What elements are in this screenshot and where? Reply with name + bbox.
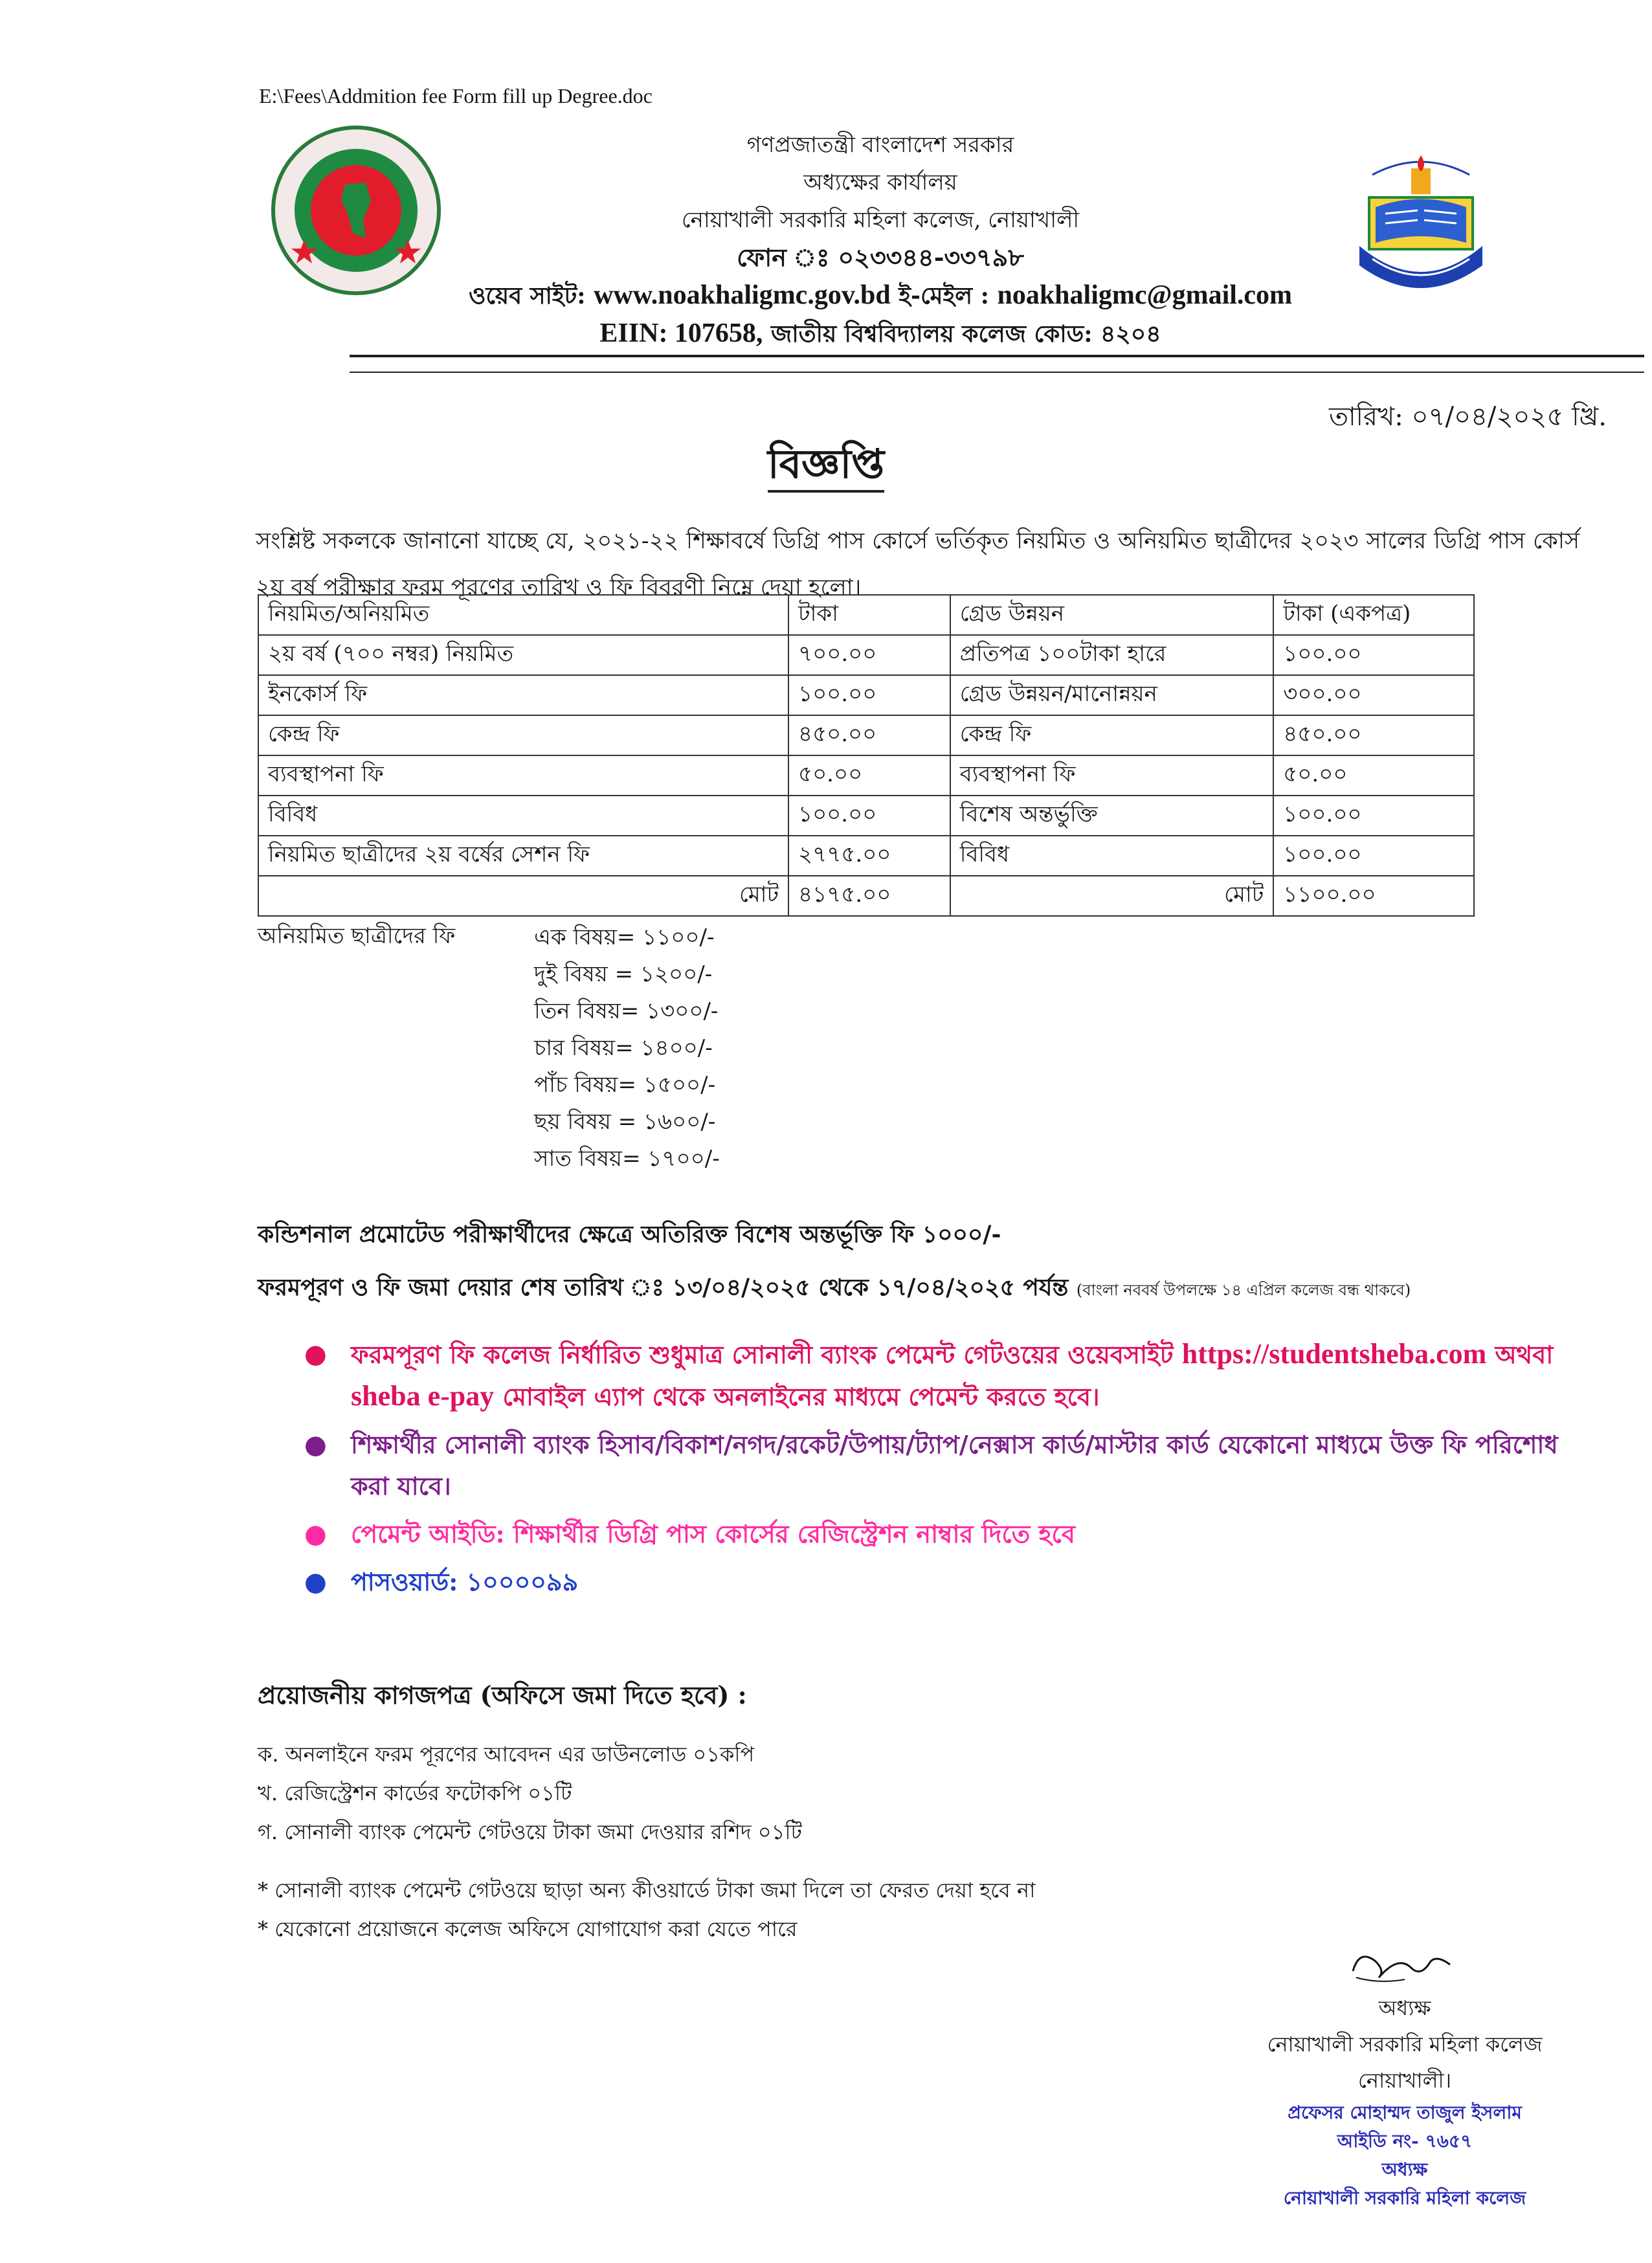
table-cell: ১০০.০০ [1273, 836, 1474, 876]
table-cell: ৪৫০.০০ [788, 715, 950, 755]
table-cell: ব্যবস্থাপনা ফি [258, 755, 788, 796]
stamp-title: অধ্যক্ষ [1381, 2159, 1428, 2180]
payment-app-name: sheba e-pay [351, 1380, 495, 1412]
deadline-text: ফরমপূরণ ও ফি জমা দেয়ার শেষ তারিখ ঃ ১৩/০৪/২০২৫ থেকে ১৭/০৪/২০২৫ পর্যন্ত [258, 1274, 1069, 1301]
signature-block [1217, 1942, 1592, 2213]
deadline-line [258, 1270, 1411, 1309]
list-item: পাঁচ বিষয়= ১৫০০/- [534, 1072, 716, 1098]
table-cell: বিবিধ [950, 836, 1273, 876]
header-divider [350, 355, 1644, 357]
stamp-id: আইডি নং- ৭৬৫৭ [1337, 2130, 1473, 2152]
total-regular: ৪১৭৫.০০ [788, 876, 950, 916]
total-grade-improvement: ১১০০.০০ [1273, 876, 1474, 916]
documents-heading: প্রয়োজনীয় কাগজপত্র (অফিসে জমা দিতে হবে) : [258, 1680, 747, 1710]
list-item: ● পেমেন্ট আইডি: শিক্ষার্থীর ডিগ্রি পাস কোর্সের রেজিস্ট্রেশন নাম্বার দিতে হবে [304, 1513, 1573, 1555]
conditional-fee-note: কন্ডিশনাল প্রমোটেড পরীক্ষার্থীদের ক্ষেত্রে অতিরিক্ত বিশেষ অন্তর্ভূক্তি ফি ১০০০/- [258, 1221, 1001, 1248]
header-divider-thin [350, 372, 1644, 373]
table-cell: ৫০.০০ [788, 755, 950, 796]
website-label: ওয়েব সাইট: [468, 282, 586, 309]
list-item: খ. রেজিস্ট্রেশন কার্ডের ফটোকপি ০১টি [258, 1781, 572, 1805]
email-label: ই-মেইল : [899, 282, 989, 309]
stamp-college: নোয়াখালী সরকারি মহিলা কলেজ [1283, 2187, 1526, 2209]
table-header-row [258, 595, 1474, 635]
list-item: দুই বিষয় = ১২০০/- [534, 961, 713, 987]
signatory-title: অধ্যক্ষ [1378, 1996, 1431, 2020]
total-label: মোট [950, 876, 1273, 916]
table-cell: ৫০.০০ [1273, 755, 1474, 796]
stamp-name: প্রফেসর মোহাম্মদ তাজুল ইসলাম [1288, 2102, 1522, 2123]
list-item: * যেকোনো প্রয়োজনে কলেজ অফিসে যোগাযোগ করা যেতে পারে [258, 1917, 798, 1941]
college-code: জাতীয় বিশ্ববিদ্যালয় কলেজ কোড: ৪২০৪ [770, 320, 1161, 348]
list-item: ● পাসওয়ার্ড: ১০০০০৯৯ [304, 1561, 1573, 1603]
notice-date: তারিখ: ০৭/০৪/২০২৫ খ্রি. [1328, 402, 1607, 432]
table-header: গ্রেড উন্নয়ন [950, 595, 1273, 635]
total-label: মোট [258, 876, 788, 916]
fee-table [258, 594, 1475, 917]
list-item: * সোনালী ব্যাংক পেমেন্ট গেটওয়ে ছাড়া অন্য কীওয়ার্ডে টাকা জমা দিলে তা ফেরত দেয়া হবে না [258, 1878, 1036, 1902]
table-row [258, 836, 1474, 876]
signatory-college: নোয়াখালী সরকারি মহিলা কলেজ [1267, 2032, 1543, 2057]
table-cell: ২য় বর্ষ (৭০০ নম্বর) নিয়মিত [258, 635, 788, 675]
table-cell: ১০০.০০ [1273, 796, 1474, 836]
list-item: ● শিক্ষার্থীর সোনালী ব্যাংক হিসাব/বিকাশ/নগদ/রকেট/উপায়/ট্যাপ/নেক্সাস কার্ড/মাস্টার কার্ড যেকোনো মাধ্যমে উক্ত ফি পরিশোধ করা যাবে। [304, 1424, 1573, 1507]
table-cell: ব্যবস্থাপনা ফি [950, 755, 1273, 796]
holiday-note: (বাংলা নববর্ষ উপলক্ষে ১৪ এপ্রিল কলেজ বন্ধ থাকবে) [1076, 1281, 1411, 1299]
table-cell: নিয়মিত ছাত্রীদের ২য় বর্ষের সেশন ফি [258, 836, 788, 876]
table-cell: বিবিধ [258, 796, 788, 836]
payment-instructions [304, 1333, 1573, 1609]
list-item: ক. অনলাইনে ফরম পূরণের আবেদন এর ডাউনলোড ০১কপি [258, 1742, 755, 1767]
list-item: গ. সোনালী ব্যাংক পেমেন্ট গেটওয়ে টাকা জমা দেওয়ার রশিদ ০১টি [258, 1820, 802, 1844]
government-name: গণপ্রজাতন্ত্রী বাংলাদেশ সরকার [746, 132, 1014, 158]
table-cell: ১০০.০০ [788, 796, 950, 836]
list-item: ● ফরমপূরণ ফি কলেজ নির্ধারিত শুধুমাত্র সোনালী ব্যাংক পেমেন্ট গেটওয়ের ওয়েবসাইট https://studentsheba.com অথবা sheba e-pay মোবাইল এ্যাপ থেকে অনলাইনের মাধ্যমে পেমেন্ট করতে হবে। [304, 1333, 1573, 1418]
office-name: অধ্যক্ষের কার্যালয় [803, 170, 957, 195]
phone-number: ফোন ঃ ০২৩৩৪৪-৩৩৭৯৮ [737, 243, 1024, 272]
signatory-city: নোয়াখালী। [1357, 2068, 1452, 2093]
table-cell: ২৭৭৫.০০ [788, 836, 950, 876]
table-row [258, 675, 1474, 715]
table-row [258, 715, 1474, 755]
table-cell: প্রতিপত্র ১০০টাকা হারে [950, 635, 1273, 675]
table-cell: বিশেষ অন্তর্ভুক্তি [950, 796, 1273, 836]
table-cell: ১০০.০০ [788, 675, 950, 715]
table-cell: ৭০০.০০ [788, 635, 950, 675]
bullet-icon: ● [304, 1339, 327, 1369]
table-cell: কেন্দ্র ফি [258, 715, 788, 755]
intro-paragraph: সংশ্লিষ্ট সকলকে জানানো যাচ্ছে যে, ২০২১-২২ শিক্ষাবর্ষে ডিগ্রি পাস কোর্সে ভর্তিকৃত নিয়মিত ও অনিয়মিত ছাত্রীদের ২০২৩ সালের ডিগ্রি পাস কোর্স ২য় বর্ষ পরীক্ষার ফরম পূরণের তারিখ ও ফি বিবরণী নিম্নে দেয়া হলো। [256, 528, 1579, 601]
table-cell: ১০০.০০ [1273, 635, 1474, 675]
contact-line [363, 276, 1398, 315]
table-row [258, 635, 1474, 675]
documents-list [258, 1735, 802, 1851]
notes-list [258, 1871, 1035, 1948]
table-total-row [258, 876, 1474, 916]
table-cell: ৩০০.০০ [1273, 675, 1474, 715]
signature-image [1340, 1942, 1469, 1987]
letterhead [363, 126, 1398, 353]
list-item: তিন বিষয়= ১৩০০/- [534, 998, 719, 1024]
eiin-number: EIIN: 107658, [599, 318, 763, 348]
table-cell: কেন্দ্র ফি [950, 715, 1273, 755]
irregular-fee-list [534, 919, 720, 1177]
website-link[interactable]: www.noakhaligmc.gov.bd [594, 280, 891, 310]
table-header: টাকা [788, 595, 950, 635]
table-row [258, 755, 1474, 796]
table-cell: গ্রেড উন্নয়ন/মানোন্নয়ন [950, 675, 1273, 715]
table-header: নিয়মিত/অনিয়মিত [258, 595, 788, 635]
principal-stamp [1217, 2099, 1592, 2213]
bullet-icon: ● [304, 1519, 327, 1549]
college-name: নোয়াখালী সরকারি মহিলা কলেজ, নোয়াখালী [681, 207, 1080, 233]
table-header: টাকা (একপত্র) [1273, 595, 1474, 635]
bullet-icon: ● [304, 1429, 327, 1460]
bullet-icon: ● [304, 1566, 327, 1597]
list-item: সাত বিষয়= ১৭০০/- [534, 1146, 720, 1172]
eiin-line [363, 315, 1398, 353]
list-item: ছয় বিষয় = ১৬০০/- [534, 1109, 716, 1135]
table-cell: ৪৫০.০০ [1273, 715, 1474, 755]
payment-website-link[interactable]: https://studentsheba.com [1181, 1338, 1487, 1370]
email-link[interactable]: noakhaligmc@gmail.com [997, 280, 1293, 310]
list-item: এক বিষয়= ১১০০/- [534, 924, 715, 950]
irregular-fee-label: অনিয়মিত ছাত্রীদের ফি [258, 923, 456, 949]
file-path: E:\Fees\Addmition fee Form fill up Degree.doc [259, 84, 653, 107]
table-row [258, 796, 1474, 836]
list-item: চার বিষয়= ১৪০০/- [534, 1035, 713, 1061]
notice-title: বিজ্ঞপ্তি [0, 434, 1652, 500]
table-cell: ইনকোর্স ফি [258, 675, 788, 715]
